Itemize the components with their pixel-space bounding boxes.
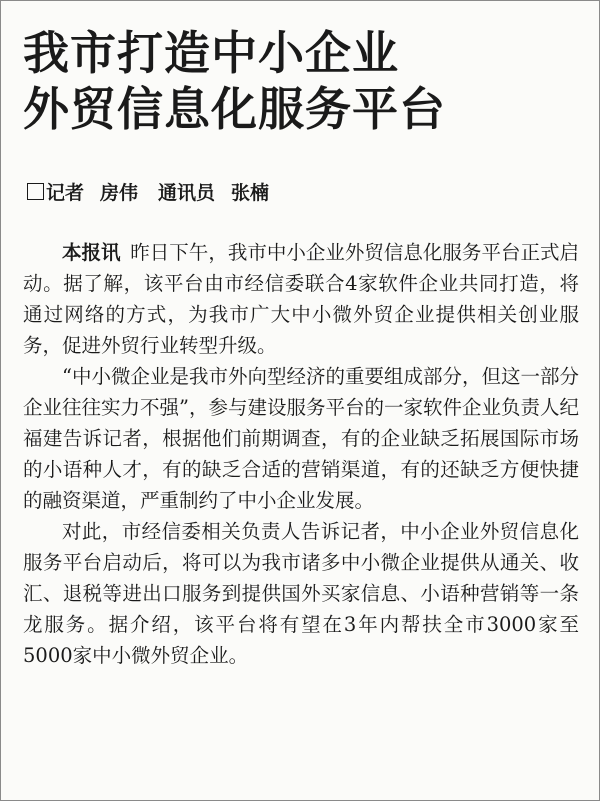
correspondent-label: 通讯员 bbox=[158, 182, 216, 204]
correspondent-name: 张楠 bbox=[231, 182, 270, 204]
headline-line-1: 我市打造中小企业 bbox=[23, 26, 399, 80]
headline bbox=[23, 25, 583, 137]
paragraph-3: 对此，市经信委相关负责人告诉记者，中小企业外贸信息化服务平台启动后，将可以为我市诸多中小微企业提供从通关、收汇、退税等进出口服务到提供国外买家信息、小语种营销等一条龙服务。据介绍，该平台将有望在3年内帮扶全市3000家至5000家中小微外贸企业。 bbox=[23, 520, 579, 667]
paragraph-1 bbox=[23, 237, 579, 361]
lead-tag: 本报讯 bbox=[62, 241, 121, 264]
article-body bbox=[23, 237, 579, 671]
byline bbox=[27, 179, 269, 207]
paragraph-2: “中小微企业是我市外向型经济的重要组成部分，但这一部分企业往往实力不强”，参与建设服务平台的一家软件企业负责人纪福建告诉记者，根据他们前期调查，有的企业缺乏拓展国际市场的小语种人才，有的缺乏合适的营销渠道，有的还缺乏方便快捷的融资渠道，严重制约了中小企业发展。 bbox=[23, 365, 579, 512]
reporter-name: 房伟 bbox=[100, 182, 139, 204]
headline-line-2: 外贸信息化服务平台 bbox=[23, 82, 446, 136]
reporter-label: 记者 bbox=[46, 182, 85, 204]
byline-box-icon bbox=[27, 183, 44, 200]
paragraph-1-text: 昨日下午，我市中小企业外贸信息化服务平台正式启动。据了解，该平台由市经信委联合4家软件企业共同打造，将通过网络的方式，为我市广大中小微外贸企业提供相关创业服务，促进外贸行业转型升级。 bbox=[23, 241, 579, 357]
